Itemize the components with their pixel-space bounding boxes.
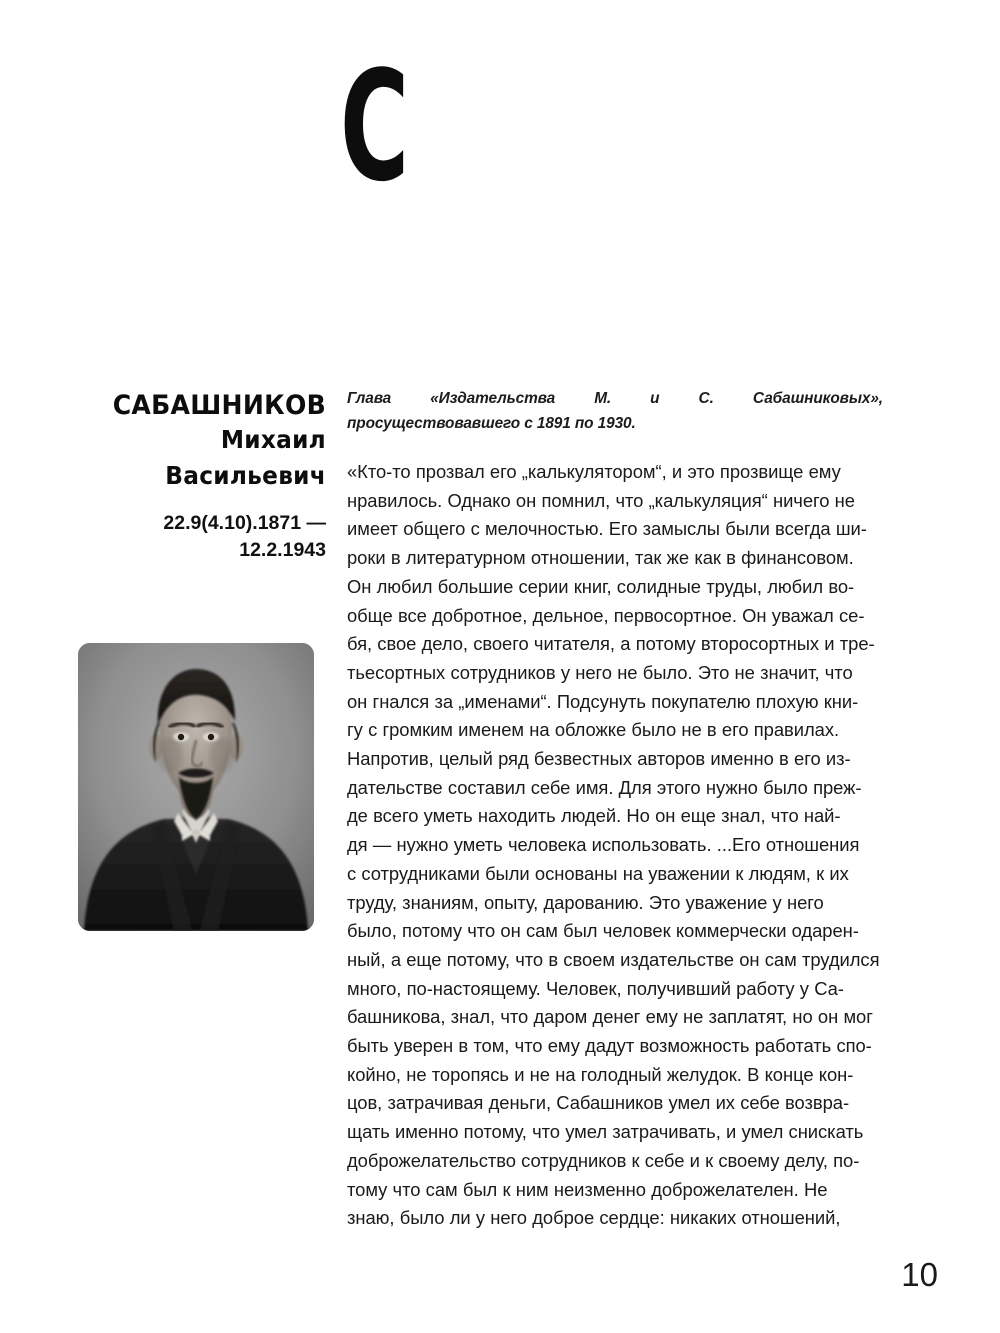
article-body-line: он гнался за „именами“. Подсунуть покупателю плохую кни- bbox=[347, 690, 859, 712]
entry-dates bbox=[60, 510, 326, 564]
article-body-line: цов, затрачивая деньги, Сабашников умел их себе возвра- bbox=[347, 1092, 850, 1114]
article-intro: Глава «Издательства М. и С. Сабашниковых», просуществовавшего с 1891 по 1930. bbox=[347, 390, 883, 432]
portrait-illustration bbox=[78, 643, 314, 931]
article-body-line: койно, не торопясь и не на голодный желудок. В конце кон- bbox=[347, 1063, 854, 1085]
section-letter-heading: С bbox=[340, 38, 408, 215]
portrait-photo bbox=[78, 643, 314, 931]
article-body-line: де всего уметь находить людей. Но он еще знал, что най- bbox=[347, 805, 841, 827]
entry-name bbox=[60, 390, 326, 494]
article-body-line: быть уверен в том, что ему дадут возможность работать спо- bbox=[347, 1035, 872, 1057]
article-body-line: много, по-настоящему. Человек, получивший работу у Са- bbox=[347, 977, 844, 999]
article-body-line: дя — нужно уметь человека использовать. ...Его отношения bbox=[347, 834, 860, 856]
article-body-line: труду, знаниям, опыту, дарованию. Это уважение у него bbox=[347, 891, 824, 913]
entry-death-date: 12.2.1943 bbox=[239, 539, 326, 561]
entry-article bbox=[347, 386, 883, 1233]
entry-birth-date: 22.9(4.10).1871 — bbox=[163, 512, 326, 534]
article-body-line: «Кто-то прозвал его „калькулятором“, и это прозвище ему bbox=[347, 461, 841, 482]
entry-first-name: Михаил bbox=[220, 425, 326, 454]
article-body-line: роки в литературном отношении, так же как в финансовом. bbox=[347, 547, 854, 569]
article-body-line: гу с громким именем на обложке было не в его правилах. bbox=[347, 719, 840, 741]
article-body-line: дательстве составил себе имя. Для этого нужно было преж- bbox=[347, 776, 862, 798]
article-body-line: имеет общего с мелочностью. Его замыслы были всегда ши- bbox=[347, 518, 867, 540]
article-body-line: с сотрудниками были основаны на уважении к людям, к их bbox=[347, 862, 849, 884]
article-body-line: доброжелательство сотрудников к себе и к своему делу, по- bbox=[347, 1149, 860, 1171]
page-number: 10 bbox=[901, 1256, 938, 1293]
article-body-line: Напротив, целый ряд безвестных авторов именно в его из- bbox=[347, 748, 851, 770]
entry-patronymic: Васильевич bbox=[165, 461, 326, 490]
article-body-line: обще все добротное, дельное, первосортное. Он уважал се- bbox=[347, 604, 865, 626]
article-body-line: знаю, было ли у него доброе сердце: никаких отношений, bbox=[347, 1207, 841, 1229]
entry-surname: САБАШНИКОВ bbox=[112, 390, 326, 421]
article-body-line: башникова, знал, что даром денег ему не заплатят, но он мог bbox=[347, 1006, 873, 1028]
entry-sidebar bbox=[60, 390, 326, 564]
article-body-line: было, потому что он сам был человек коммерчески одарен- bbox=[347, 920, 859, 942]
article-body-line: тому что сам был к ним неизменно доброжелателен. Не bbox=[347, 1178, 828, 1200]
article-body-line: нравилось. Однако он помнил, что „калькуляция“ ничего не bbox=[347, 489, 855, 511]
article-body-line: щать именно потому, что умел затрачивать, и умел снискать bbox=[347, 1121, 864, 1143]
article-body-line: тьесортных сотрудников у него не было. Это не значит, что bbox=[347, 661, 853, 683]
article-body bbox=[347, 458, 883, 1233]
article-body-line: ный, а еще потому, что в своем издательстве он сам трудился bbox=[347, 948, 880, 970]
article-body-line: бя, свое дело, своего читателя, а потому второсортных и тре- bbox=[347, 633, 875, 655]
article-body-line: Он любил большие серии книг, солидные труды, любил во- bbox=[347, 575, 855, 597]
